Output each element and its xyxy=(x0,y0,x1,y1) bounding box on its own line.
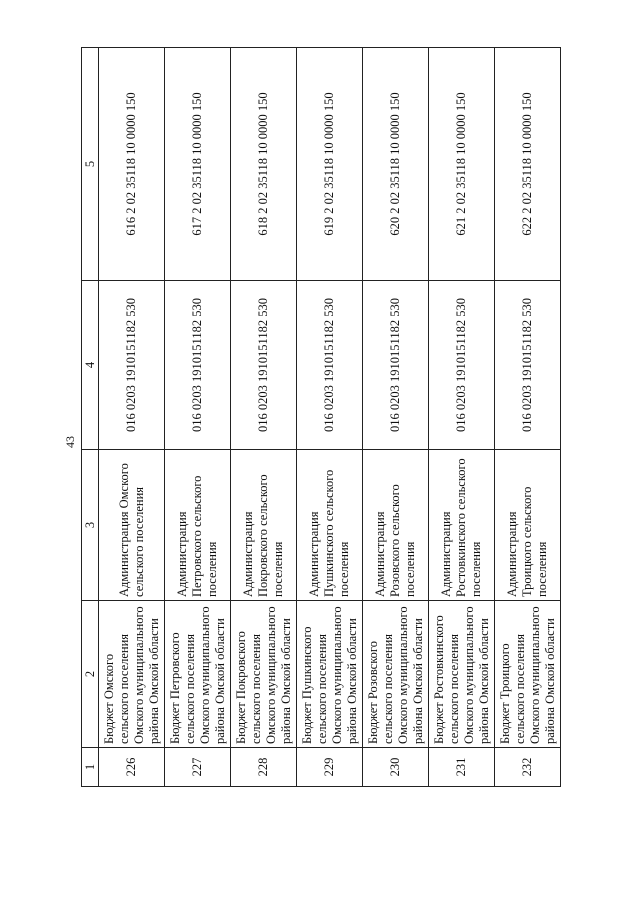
revenue-code: 617 2 02 35118 10 0000 150 xyxy=(165,48,231,281)
budget-name: Бюджет Ростовкинского сельского поселения Омского муниципального района Омской области xyxy=(429,601,495,748)
revenue-code: 619 2 02 35118 10 0000 150 xyxy=(297,48,363,281)
table-row xyxy=(429,48,495,787)
row-number: 226 xyxy=(99,748,165,787)
table-row xyxy=(99,48,165,787)
administrator-name: Администрация Покровского сельского поселения xyxy=(231,450,297,601)
table-row xyxy=(231,48,297,787)
administrator-name: Администрация Пушкинского сельского поселения xyxy=(297,450,363,601)
table-row xyxy=(297,48,363,787)
column-header-5: 5 xyxy=(82,48,99,281)
column-header-2: 2 xyxy=(82,601,99,748)
administrator-name: Администрация Розовского сельского поселения xyxy=(363,450,429,601)
row-number: 232 xyxy=(495,748,561,787)
revenue-code: 621 2 02 35118 10 0000 150 xyxy=(429,48,495,281)
revenue-code: 616 2 02 35118 10 0000 150 xyxy=(99,48,165,281)
budget-name: Бюджет Петровского сельского поселения Омского муниципального района Омской области xyxy=(165,601,231,748)
administrator-name: Администрация Петровского сельского поселения xyxy=(165,450,231,601)
expense-code: 016 0203 1910151182 530 xyxy=(231,281,297,450)
budget-table xyxy=(81,47,561,787)
budget-name: Бюджет Покровского сельского поселения Омского муниципального района Омской области xyxy=(231,601,297,748)
expense-code: 016 0203 1910151182 530 xyxy=(165,281,231,450)
revenue-code: 618 2 02 35118 10 0000 150 xyxy=(231,48,297,281)
table-row xyxy=(363,48,429,787)
expense-code: 016 0203 1910151182 530 xyxy=(495,281,561,450)
page-number xyxy=(62,432,78,452)
row-number: 227 xyxy=(165,748,231,787)
budget-name: Бюджет Троицкого сельского поселения Омского муниципального района Омской области xyxy=(495,601,561,748)
budget-name: Бюджет Омского сельского поселения Омского муниципального района Омской области xyxy=(99,601,165,748)
table-row xyxy=(165,48,231,787)
budget-name: Бюджет Розовского сельского поселения Омского муниципального района Омской области xyxy=(363,601,429,748)
revenue-code: 622 2 02 35118 10 0000 150 xyxy=(495,48,561,281)
expense-code: 016 0203 1910151182 530 xyxy=(363,281,429,450)
expense-code: 016 0203 1910151182 530 xyxy=(99,281,165,450)
row-number: 231 xyxy=(429,748,495,787)
column-header-3: 3 xyxy=(82,450,99,601)
column-header-1: 1 xyxy=(82,748,99,787)
administrator-name: Администрация Троицкого сельского поселения xyxy=(495,450,561,601)
expense-code: 016 0203 1910151182 530 xyxy=(429,281,495,450)
table-header-row xyxy=(82,48,99,787)
revenue-code: 620 2 02 35118 10 0000 150 xyxy=(363,48,429,281)
column-header-4: 4 xyxy=(82,281,99,450)
row-number: 229 xyxy=(297,748,363,787)
page-number-text: 43 xyxy=(63,436,77,448)
expense-code: 016 0203 1910151182 530 xyxy=(297,281,363,450)
administrator-name: Администрация Омского сельского поселения xyxy=(99,450,165,601)
administrator-name: Администрация Ростовкинского сельского поселения xyxy=(429,450,495,601)
document-table-container xyxy=(81,47,557,787)
budget-name: Бюджет Пушкинского сельского поселения Омского муниципального района Омской области xyxy=(297,601,363,748)
row-number: 228 xyxy=(231,748,297,787)
row-number: 230 xyxy=(363,748,429,787)
table-row xyxy=(495,48,561,787)
